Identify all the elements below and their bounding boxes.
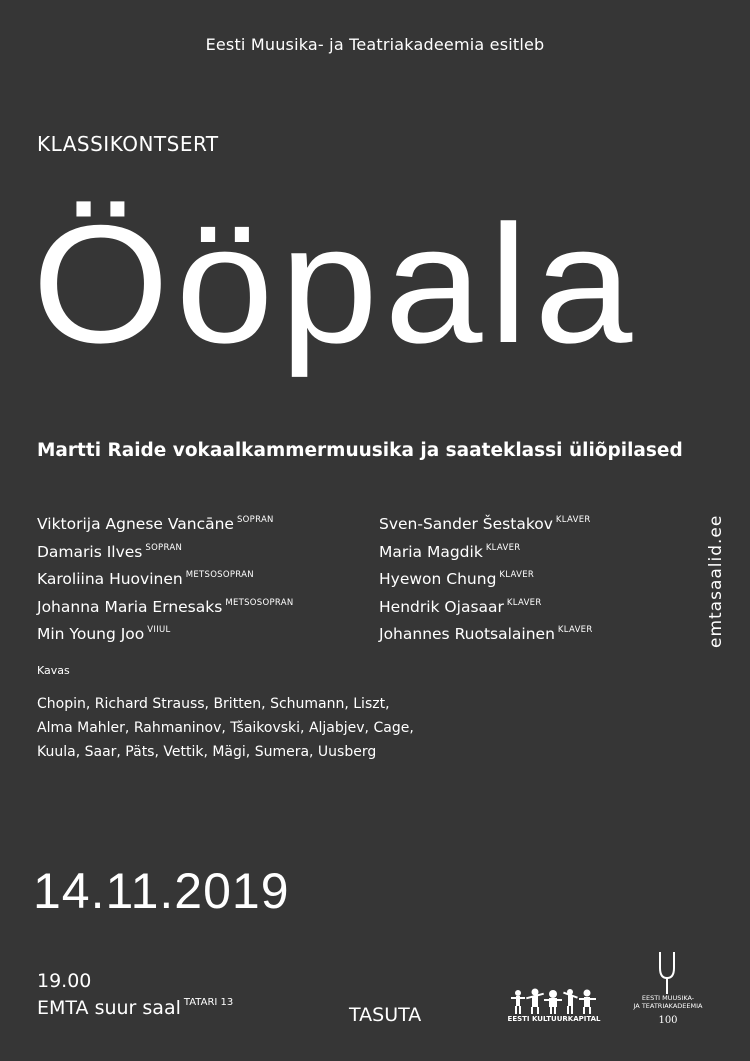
performer-role: METSOSOPRAN: [225, 597, 294, 608]
program-label: Kavas: [37, 664, 70, 677]
academy-logo-line: EESTI MUUSIKA-: [641, 994, 695, 1002]
performer-entry: [379, 537, 593, 565]
performer-role: KLAVER: [555, 515, 591, 525]
academy-logo-line: JA TEATRIAKADEEMIA: [633, 1002, 703, 1010]
performer-role: KLAVER: [506, 597, 542, 608]
price-label: TASUTA: [349, 1004, 422, 1026]
performer-name: Maria Magdik: [379, 542, 483, 561]
performer-name: Johanna Maria Ernesaks: [37, 597, 223, 616]
presenter-line: Eesti Muusika- ja Teatriakadeemia esitleb: [205, 35, 545, 54]
venue-address: TATARI 13: [183, 997, 234, 1008]
program-list: [37, 692, 414, 764]
program-line: Chopin, Richard Strauss, Britten, Schumann, Liszt,: [37, 696, 390, 712]
concert-date: 14.11.2019: [33, 863, 290, 919]
venue: [37, 997, 233, 1019]
sponsor-logo-text: EESTI KULTUURKAPITAL: [507, 1015, 601, 1023]
performer-role: VIIUL: [147, 625, 171, 635]
performer-name: Min Young Joo: [37, 625, 145, 643]
program-line: Kuula, Saar, Päts, Vettik, Mägi, Sumera, Uusberg: [37, 744, 377, 760]
concert-subtitle: Martti Raide vokaalkammermuusika ja saateklassi üliõpilased: [37, 440, 683, 461]
event-category: KLASSIKONTSERT: [37, 132, 219, 156]
performer-entry: [379, 509, 593, 537]
performer-role: KLAVER: [485, 542, 521, 553]
performer-entry: [37, 592, 294, 620]
performer-role: KLAVER: [557, 625, 593, 635]
concert-time: 19.00: [37, 970, 92, 992]
performer-role: SOPRAN: [236, 515, 274, 525]
performer-entry: [379, 619, 593, 647]
performer-entry: [37, 537, 294, 565]
academy-logo-text: [625, 994, 711, 1010]
performer-name: Hyewon Chung: [379, 570, 497, 588]
performer-entry: [379, 564, 593, 592]
concert-title: Ööpala: [32, 190, 639, 378]
tuning-fork-logo: [650, 950, 684, 996]
performers-left-column: [37, 509, 294, 647]
performer-name: Viktorija Agnese Vancāne: [37, 515, 234, 533]
academy-anniversary: 100: [658, 1015, 678, 1026]
performer-entry: [379, 592, 593, 620]
performer-name: Karoliina Huovinen: [37, 570, 183, 588]
performer-name: Johannes Ruotsalainen: [379, 625, 555, 643]
performer-name: Sven-Sander Šestakov: [379, 515, 553, 533]
performer-entry: [37, 509, 294, 537]
performer-name: Damaris Ilves: [37, 542, 143, 561]
performer-entry: [37, 619, 294, 647]
program-line: Alma Mahler, Rahmaninov, Tšaikovski, Aljabjev, Cage,: [37, 720, 414, 736]
performer-role: METSOSOPRAN: [185, 570, 254, 580]
performer-entry: [37, 564, 294, 592]
performers-right-column: [379, 509, 593, 647]
performer-name: Hendrik Ojasaar: [379, 597, 504, 616]
performer-role: KLAVER: [499, 570, 535, 580]
venue-name: EMTA suur saal: [37, 997, 181, 1019]
performer-role: SOPRAN: [145, 542, 183, 553]
website-link[interactable]: emtasaalid.ee: [706, 514, 726, 648]
